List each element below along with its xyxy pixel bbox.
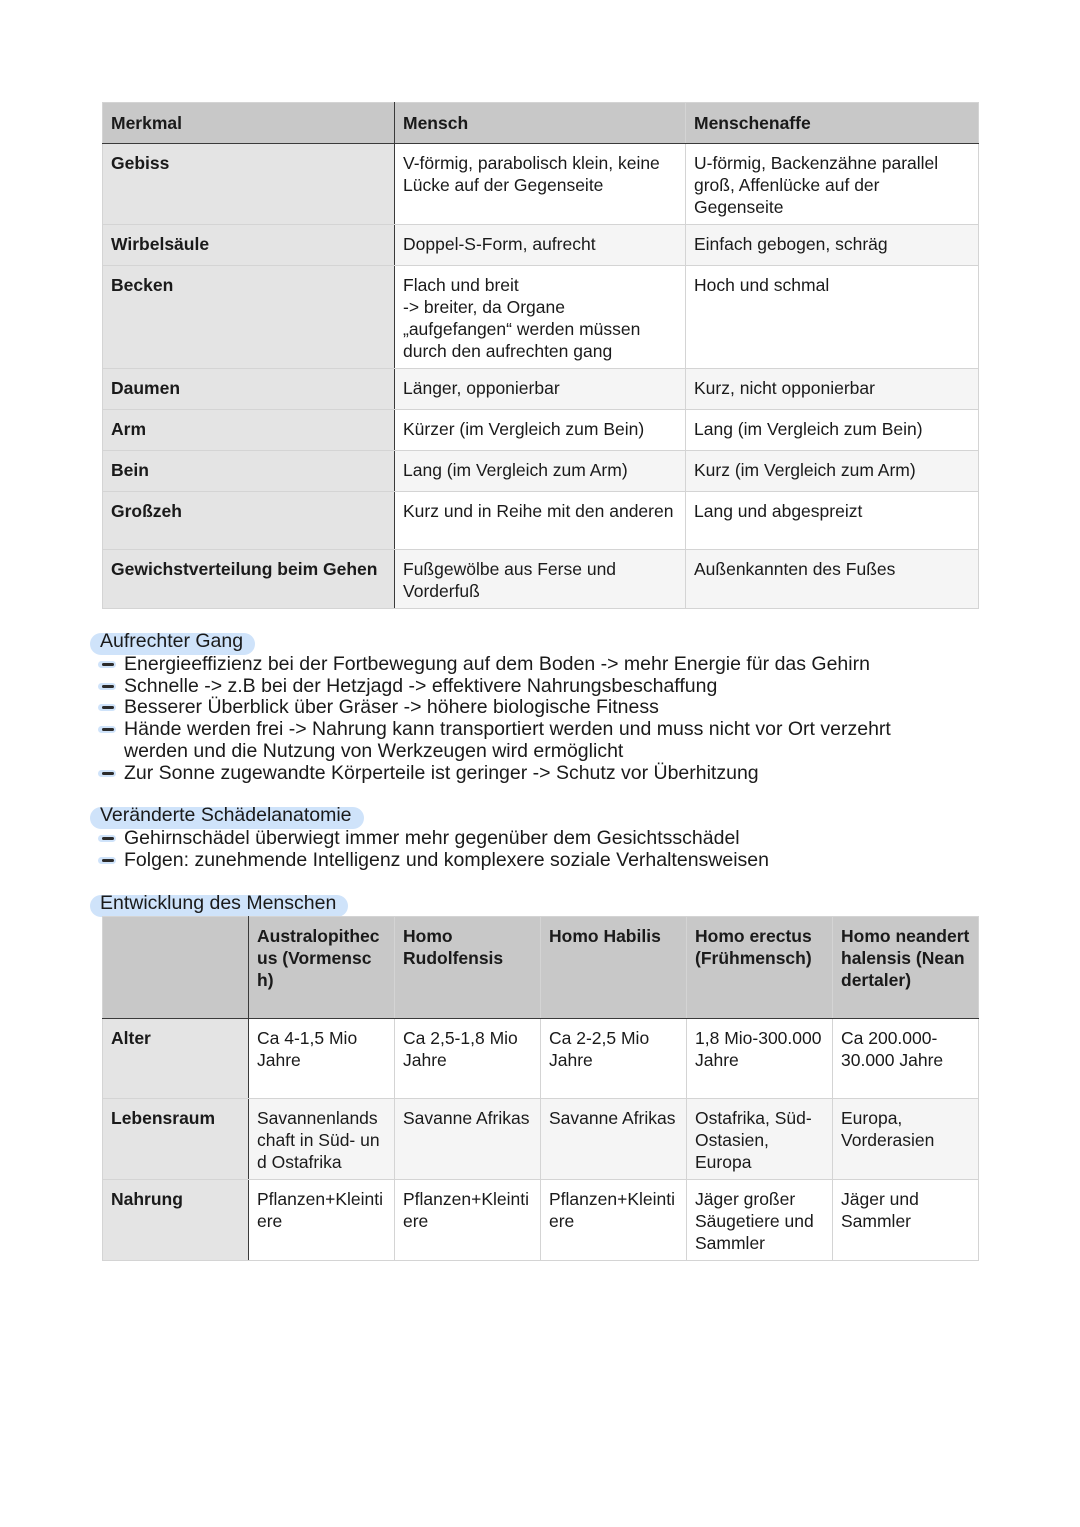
row-label: Wirbelsäule xyxy=(103,225,395,266)
cell-value: Pflanzen+Kleintiere xyxy=(249,1180,395,1261)
dash-icon xyxy=(102,837,114,840)
heading-entwicklung xyxy=(100,893,336,915)
cell-menschenaffe: U-förmig, Backenzähne parallel groß, Affenlücke auf der Gegenseite xyxy=(686,144,979,225)
header-empty xyxy=(103,917,249,1019)
cell-value: Jäger und Sammler xyxy=(833,1180,979,1261)
section-aufrechter-gang xyxy=(100,631,960,785)
header-merkmal: Merkmal xyxy=(103,103,395,144)
cell-menschenaffe: Außenkannten des Fußes xyxy=(686,550,979,609)
cell-mensch-line2: -> breiter, da Organe „aufgefangen“ werden müssen durch den aufrechten gang xyxy=(403,297,641,361)
row-label: Großzeh xyxy=(103,492,395,550)
row-label: Daumen xyxy=(103,369,395,410)
list-item-text: Folgen: zunehmende Intelligenz und komplexere soziale Verhaltensweisen xyxy=(124,848,769,871)
list-item-text: Energieeffizienz bei der Fortbewegung auf dem Boden -> mehr Energie für das Gehirn xyxy=(124,652,870,675)
list-item xyxy=(100,828,960,850)
cell-menschenaffe: Kurz (im Vergleich zum Arm) xyxy=(686,451,979,492)
heading-schaedelanatomie xyxy=(100,805,352,827)
cell-mensch: Doppel-S-Form, aufrecht xyxy=(395,225,686,266)
table-row xyxy=(103,1099,979,1180)
cell-value: Pflanzen+Kleintiere xyxy=(395,1180,541,1261)
table-row xyxy=(103,266,979,369)
heading-aufrechter-gang xyxy=(100,631,243,653)
list-item-text: Hände werden frei -> Nahrung kann transportiert werden und muss nicht vor Ort verzehrt werden und die Nutzung von Werkzeugen wird ermöglicht xyxy=(124,718,891,762)
heading-text: Aufrechter Gang xyxy=(100,630,244,652)
bullet-list xyxy=(100,654,960,785)
cell-mensch: Kürzer (im Vergleich zum Bein) xyxy=(395,410,686,451)
dash-icon xyxy=(102,706,114,709)
table-row xyxy=(103,1180,979,1261)
cell-value: Ca 4-1,5 Mio Jahre xyxy=(249,1019,395,1099)
list-item xyxy=(100,763,960,785)
table-row xyxy=(103,1019,979,1099)
cell-mensch xyxy=(395,266,686,369)
table-row xyxy=(103,492,979,550)
cell-mensch: Fußgewölbe aus Ferse und Vorderfuß xyxy=(395,550,686,609)
heading-text: Entwicklung des Menschen xyxy=(100,892,337,914)
row-label: Becken xyxy=(103,266,395,369)
cell-mensch: Lang (im Vergleich zum Arm) xyxy=(395,451,686,492)
dash-icon xyxy=(102,685,114,688)
cell-value: Ca 2,5-1,8 Mio Jahre xyxy=(395,1019,541,1099)
header-australopithecus: Australopithecus (Vormensch) xyxy=(249,917,395,1019)
header-homo-rudolfensis: Homo Rudolfensis xyxy=(395,917,541,1019)
dash-icon xyxy=(102,772,114,775)
dash-icon xyxy=(102,859,114,862)
heading-text: Veränderte Schädelanatomie xyxy=(100,804,352,826)
header-homo-neanderthalensis: Homo neanderthalensis (Neandertaler) xyxy=(833,917,979,1019)
entwicklung-table xyxy=(102,916,979,1261)
row-label: Nahrung xyxy=(103,1180,249,1261)
list-item-text: Zur Sonne zugewandte Körperteile ist geringer -> Schutz vor Überhitzung xyxy=(124,761,759,784)
dash-icon xyxy=(102,728,114,731)
header-homo-erectus: Homo erectus (Frühmensch) xyxy=(687,917,833,1019)
list-item-text: Schnelle -> z.B bei der Hetzjagd -> effektivere Nahrungsbeschaffung xyxy=(124,674,718,697)
list-item-text: Besserer Überblick über Gräser -> höhere biologische Fitness xyxy=(124,696,659,719)
table-row xyxy=(103,144,979,225)
cell-value: 1,8 Mio-300.000 Jahre xyxy=(687,1019,833,1099)
list-item xyxy=(100,676,960,698)
row-label: Bein xyxy=(103,451,395,492)
header-menschenaffe: Menschenaffe xyxy=(686,103,979,144)
section-entwicklung xyxy=(100,893,336,916)
cell-mensch: Länger, opponierbar xyxy=(395,369,686,410)
bullet-list xyxy=(100,828,960,872)
cell-menschenaffe: Hoch und schmal xyxy=(686,266,979,369)
cell-mensch: Kurz und in Reihe mit den anderen xyxy=(395,492,686,550)
merkmal-comparison-table xyxy=(102,102,979,609)
table-row xyxy=(103,410,979,451)
cell-value: Ostafrika, Süd-Ostasien, Europa xyxy=(687,1099,833,1180)
cell-menschenaffe: Einfach gebogen, schräg xyxy=(686,225,979,266)
table-header-row xyxy=(103,917,979,1019)
list-item xyxy=(100,850,960,872)
list-item xyxy=(100,697,960,719)
header-mensch: Mensch xyxy=(395,103,686,144)
cell-value: Jäger großer Säugetiere und Sammler xyxy=(687,1180,833,1261)
list-item xyxy=(100,719,960,763)
cell-value: Pflanzen+Kleintiere xyxy=(541,1180,687,1261)
cell-value: Savanne Afrikas xyxy=(541,1099,687,1180)
list-item xyxy=(100,654,960,676)
cell-menschenaffe: Lang und abgespreizt xyxy=(686,492,979,550)
header-homo-habilis: Homo Habilis xyxy=(541,917,687,1019)
row-label: Arm xyxy=(103,410,395,451)
row-label: Lebensraum xyxy=(103,1099,249,1180)
cell-value: Savanne Afrikas xyxy=(395,1099,541,1180)
cell-value: Europa, Vorderasien xyxy=(833,1099,979,1180)
cell-value: Savannenlandschaft in Süd- und Ostafrika xyxy=(249,1099,395,1180)
table-row xyxy=(103,369,979,410)
section-schaedelanatomie xyxy=(100,805,960,871)
row-label: Gebiss xyxy=(103,144,395,225)
table-header-row xyxy=(103,103,979,144)
table-row xyxy=(103,451,979,492)
table-row xyxy=(103,225,979,266)
dash-icon xyxy=(102,663,114,666)
cell-value: Ca 2-2,5 Mio Jahre xyxy=(541,1019,687,1099)
row-label: Gewichstverteilung beim Gehen xyxy=(103,550,395,609)
list-item-text: Gehirnschädel überwiegt immer mehr gegenüber dem Gesichtsschädel xyxy=(124,826,740,849)
cell-mensch-line1: Flach und breit xyxy=(403,275,519,295)
table-row xyxy=(103,550,979,609)
cell-mensch: V-förmig, parabolisch klein, keine Lücke auf der Gegenseite xyxy=(395,144,686,225)
row-label: Alter xyxy=(103,1019,249,1099)
cell-menschenaffe: Lang (im Vergleich zum Bein) xyxy=(686,410,979,451)
cell-value: Ca 200.000-30.000 Jahre xyxy=(833,1019,979,1099)
cell-menschenaffe: Kurz, nicht opponierbar xyxy=(686,369,979,410)
